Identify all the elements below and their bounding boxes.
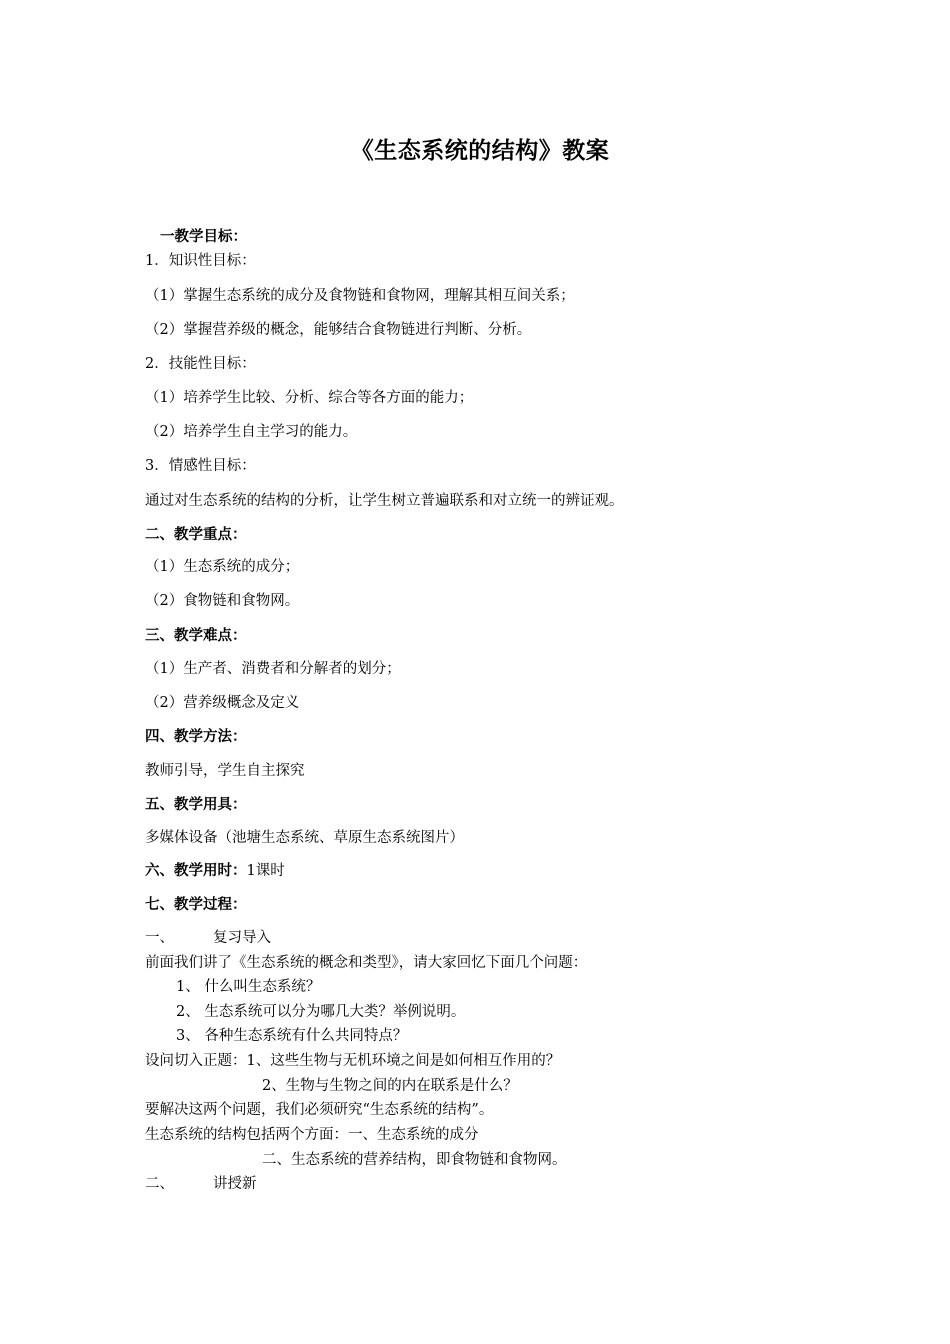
objective-knowledge-1: （1）掌握生态系统的成分及食物链和食物网，理解其相互间关系； <box>145 288 575 304</box>
section-heading-duration: 六、教学用时： <box>145 863 247 879</box>
process-step-1-label: 复习导入 <box>213 930 271 946</box>
objective-skill-1: （1）培养学生比较、分析、综合等各方面的能力； <box>145 390 474 406</box>
objective-emotion-1: 通过对生态系统的结构的分析，让学生树立普遍联系和对立统一的辨证观。 <box>145 493 624 509</box>
process-step-2-label: 讲授新 <box>213 1176 257 1192</box>
objective-knowledge: 1．知识性目标： <box>145 253 256 269</box>
objective-emotion: 3．情感性目标： <box>145 458 256 474</box>
objective-skill-2: （2）培养学生自主学习的能力。 <box>145 424 358 440</box>
structure-statement-1: 生态系统的结构包括两个方面：一、生态系统的成分 <box>145 1127 479 1143</box>
duration-value: 1课时 <box>246 863 285 879</box>
section-heading-methods: 四、教学方法： <box>145 729 247 745</box>
key-point-2: （2）食物链和食物网。 <box>145 593 300 609</box>
process-step-2-number: 二、 <box>145 1176 174 1192</box>
objective-skill: 2．技能性目标： <box>145 356 256 372</box>
structure-statement-2: 二、生态系统的营养结构，即食物链和食物网。 <box>262 1152 567 1168</box>
section-heading-tools: 五、教学用具： <box>145 797 247 813</box>
process-intro: 前面我们讲了《生态系统的概念和类型》，请大家回忆下面几个问题： <box>145 955 588 971</box>
key-point-1: （1）生态系统的成分； <box>145 559 300 575</box>
tools-text: 多媒体设备（池塘生态系统、草原生态系统图片） <box>145 830 464 846</box>
review-question-1: 1、 什么叫生态系统？ <box>176 979 321 995</box>
need-statement: 要解决这两个问题，我们必须研究“生态系统的结构”。 <box>145 1102 494 1118</box>
section-heading-key-points: 二、教学重点： <box>145 527 247 543</box>
difficulty-1: （1）生产者、消费者和分解者的划分； <box>145 661 401 677</box>
process-step-1 <box>145 929 271 947</box>
difficulty-2: （2）营养级概念及定义 <box>145 695 300 711</box>
process-step-1-number: 一、 <box>145 930 174 946</box>
process-step-2 <box>145 1175 257 1193</box>
method-text: 教师引导，学生自主探究 <box>145 763 305 779</box>
section-duration <box>145 862 285 880</box>
review-question-3: 3、 各种生态系统有什么共同特点？ <box>176 1028 408 1044</box>
section-heading-objectives: 一教学目标： <box>160 229 247 245</box>
lead-question-2: 2、生物与生物之间的内在联系是什么？ <box>262 1078 518 1094</box>
review-question-2: 2、 生态系统可以分为哪几大类？举例说明。 <box>176 1004 466 1020</box>
section-heading-process: 七、教学过程： <box>145 897 247 913</box>
objective-knowledge-2: （2）掌握营养级的概念，能够结合食物链进行判断、分析。 <box>145 322 532 338</box>
document-title: 《生态系统的结构》教案 <box>350 138 610 164</box>
section-heading-difficulties: 三、教学难点： <box>145 628 247 644</box>
lead-question-1: 设问切入正题：1、这些生物与无机环境之间是如何相互作用的？ <box>145 1053 561 1069</box>
